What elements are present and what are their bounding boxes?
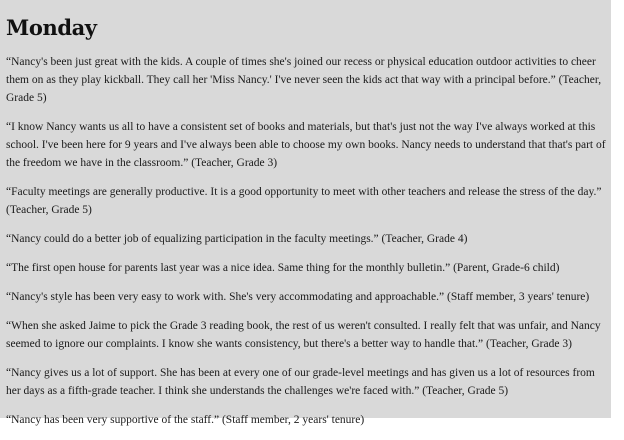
quote-list bbox=[6, 53, 609, 440]
page-title: Monday bbox=[6, 15, 97, 40]
quote-paragraph: “Nancy gives us a lot of support. She has been at every one of our grade-level meetings and has given us a lot of resources from her days as a fifth-grade teacher. I think she understands the challenges we're faced with.” (Teacher, Grade 5) bbox=[6, 367, 595, 397]
quote-paragraph: “Nancy has been very supportive of the staff.” (Staff member, 2 years' tenure) bbox=[6, 414, 365, 426]
quote-paragraph: “When she asked Jaime to pick the Grade 3 reading book, the rest of us weren't consulted. I really felt that was unfair, and Nancy seemed to ignore our complaints. I know she wants consistency, but there's a better way to handle that.” (Teacher, Grade 3) bbox=[6, 320, 601, 350]
quote-paragraph: “I know Nancy wants us all to have a consistent set of books and materials, but that's just not the way I've always worked at this school. I've been here for 9 years and I've always been able to choose my own books. Nancy needs to understand that that's part of the freedom we have in the classroom.” (Teacher, Grade 3) bbox=[6, 121, 606, 169]
quote-paragraph: “Nancy's been just great with the kids. A couple of times she's joined our recess or physical education outdoor activities to cheer them on as they play kickball. They call her 'Miss Nancy.' I've never seen the kids act that way with a principal before.” (Teacher, Grade 5) bbox=[6, 56, 602, 104]
quote-paragraph: “Nancy's style has been very easy to work with. She's very accommodating and approachable.” (Staff member, 3 years' tenure) bbox=[6, 291, 590, 303]
quote-paragraph: “Faculty meetings are generally productive. It is a good opportunity to meet with other teachers and release the stress of the day.” (Teacher, Grade 5) bbox=[6, 186, 602, 216]
quote-paragraph: “Nancy could do a better job of equalizing participation in the faculty meetings.” (Teacher, Grade 4) bbox=[6, 233, 468, 245]
quote-paragraph: “The first open house for parents last year was a nice idea. Same thing for the monthly bulletin.” (Parent, Grade-6 child) bbox=[6, 262, 560, 274]
